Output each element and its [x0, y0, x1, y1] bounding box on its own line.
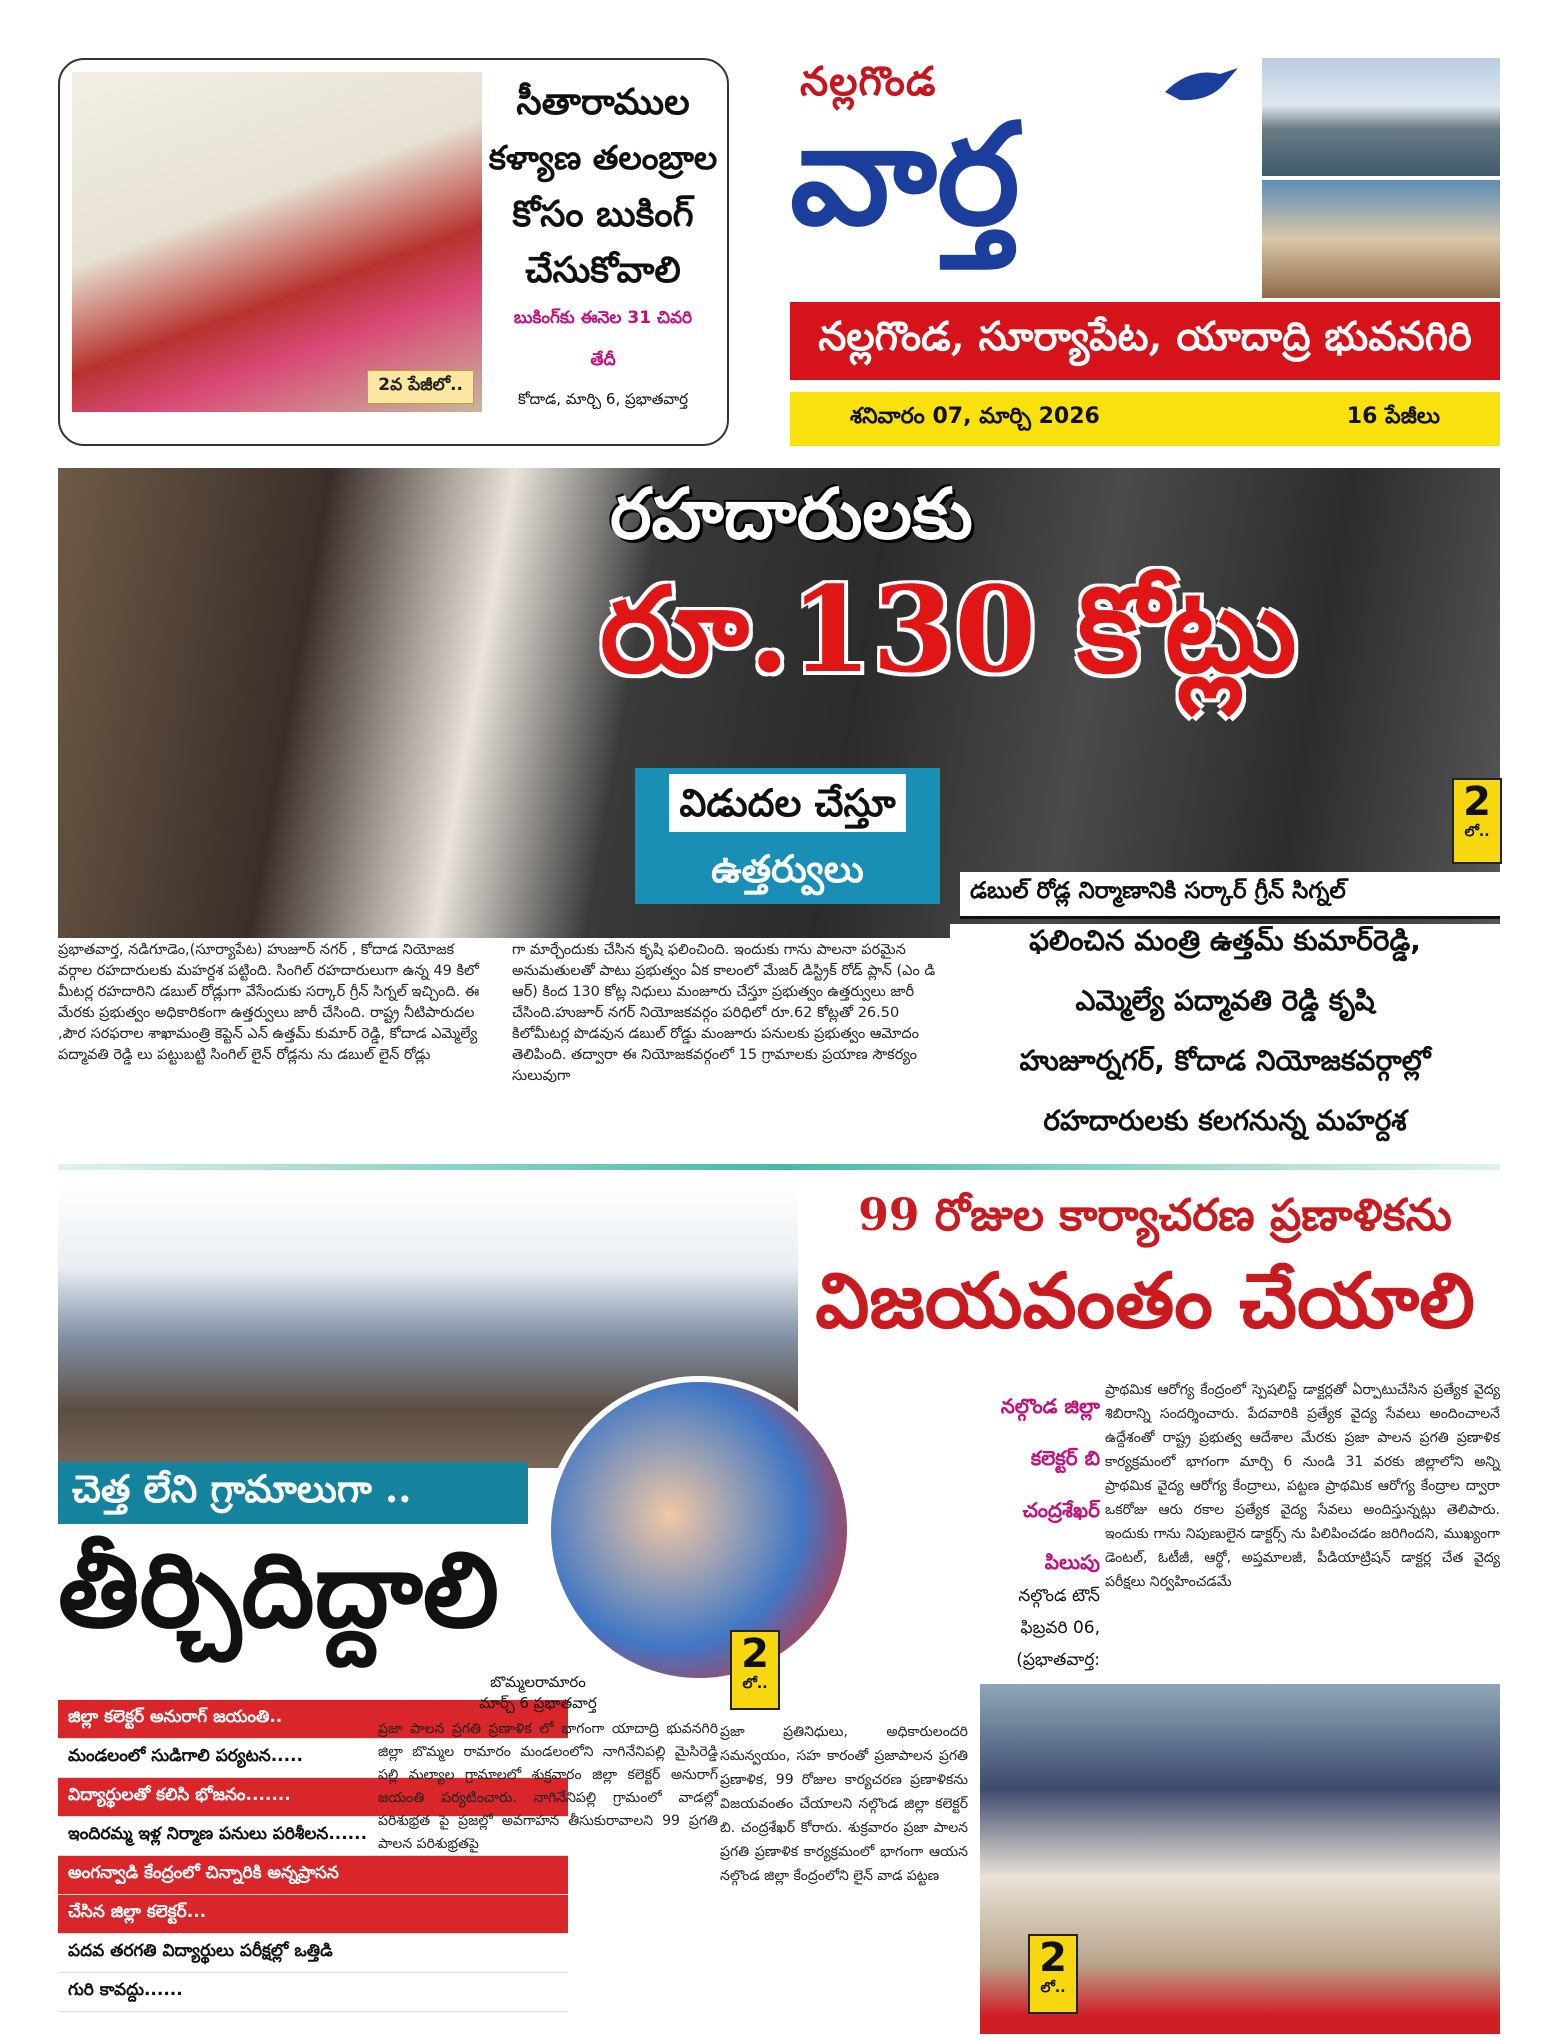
collector-headline-main: విజయవంతం చేయాలి: [815, 1256, 1475, 1345]
badge-number: 2: [1463, 779, 1491, 825]
dateline-line: ఫిబ్రవరి 06,: [1020, 1618, 1100, 1638]
collector-call-out: [940, 1380, 1100, 1588]
lead-amount: రూ.130 కోట్లు: [600, 560, 1297, 699]
promo-headline-line: కోసం బుకింగ్: [512, 193, 694, 235]
promo-text: [488, 74, 718, 412]
date-bar: [790, 392, 1500, 446]
dam-photo: [1262, 58, 1500, 176]
promo-subline: తేదీ: [590, 350, 616, 370]
promo-headline-line: కళ్యాణ తలంబ్రాల: [488, 138, 718, 177]
badge-label: లో..: [742, 1676, 768, 1692]
bullet-item: విద్యార్థులతో కలిసి భోజనం.......: [58, 1778, 568, 1817]
page2-badge[interactable]: [730, 1630, 780, 1710]
bullet-item: ఇందిరమ్మ ఇళ్ల నిర్మాణ పనులు పరిశీలన......: [58, 1817, 568, 1856]
bomm-body: ప్రజా పాలన ప్రగతి ప్రణాళిక లో భాగంగా యాదాద్రి భువనగిరి జిల్లా బొమ్మల రామారం మండలంలోని నాగినేనిపల్లి మైసిరెడ్డి పల్లి మల్యాల గ్రామాలలో శుక్రవారం జిల్లా కలెక్టర్ అనురాగ్ జయంతి పర్యటించారు. నాగినేనిపల్లి గ్రామంలో వాడల్లో పరిశుభ్రత పై ప్రజల్లో అవగాహన తీసుకురావాలని 99 ప్రగతి పాలన పరిశుభ్రతపై: [378, 1721, 718, 1852]
lead-subheadline: డబుల్ రోడ్ల నిర్మాణానికి సర్కార్ గ్రీన్ సిగ్నల్: [960, 872, 1500, 919]
lead-body-paragraph: ప్రభాతవార్త, నడిగూడెం,(సూర్యాపేట) హుజూర్ నగర్ , కోదాడ నియోజక వర్గాల రహదారులకు మహర్దశ పట్టింది. సింగిల్ రహదారులుగా ఉన్న 49 కిలో మీటర్ల రహదారిని డబుల్ రోడ్లుగా వేసేందుకు సర్కార్ గ్రీన్ సిగ్నల్ ఇచ్చింది. ఈ మేరకు ప్రభుత్వం అధికారికంగా ఉత్తర్వులు జారీ చేసింది. రాష్ట్ర నీటిపారుదల ,పౌర సరఫరాల శాఖామంత్రి కెప్టెన్ ఎన్ ఉత్తమ్ కుమార్ రెడ్డి, కోదాడ ఎమ్మెల్యే పద్మావతి రెడ్డి లు పట్టుబట్టి సింగిల్ లైన్ రోడ్లను ను డబుల్ లైన్ రోడ్లు: [58, 942, 480, 1063]
district-bar: నల్లగొండ, సూర్యాపేట, యాదాద్రి భువనగిరి: [790, 302, 1500, 380]
page-count: 16 పేజీలు: [1346, 404, 1440, 429]
bomm-date: మార్చ్ 6 ప్రభాతవార్త: [479, 1694, 597, 1712]
badge-label: లో..: [1040, 1980, 1066, 1996]
collector-body: ప్రాథమిక ఆరోగ్య కేంద్రంలో స్పెషలిస్ట్ డాక్టర్లతో ఏర్పాటుచేసిన ప్రత్యేక వైద్య శిబిరాన్ని సందర్శించారు. పేదవారికి ప్రత్యేక వైద్య సేవలు అందించాలనే ఉద్దేశంతో రాష్ట్ర ప్రభుత్వ ఆదేశాల మేరకు ప్రజా పాలన ప్రగతి ప్రణాళిక కార్యక్రమంలో భాగంగా మార్చి 6 నుండి 31 వరకు జిల్లాలోని అన్ని ప్రాథమిక వైద్య ఆరోగ్య కేంద్రాలు, పట్టణ ప్రాథమిక ఆరోగ్య కేంద్రాల ద్వారా ఒకరోజు ఆరు రకాల ప్రత్యేక వైద్య సేవలు అందిస్తున్నట్లు తెలిపారు. ఇందుకు గాను నిపుణులైన డాక్టర్స్ ను పిలిపించడం జరిగిందని, ముఖ్యంగా డెంటల్, ఓటీజీ, ఆర్థో, అప్తమాలజీ, పీడియాట్రిషన్ డాక్టర్ల చేత వైద్య పరీక్షలు నిర్వహించడమే: [1105, 1382, 1500, 1590]
page2-badge[interactable]: [1028, 1934, 1078, 2014]
dateline-line: (ప్రభాతవార్త:: [1016, 1650, 1100, 1670]
clean-village-label: చెత్త లేని గ్రామాలుగా ..: [58, 1462, 528, 1524]
bullet-item: చేసిన జిల్లా కలెక్టర్...: [58, 1895, 568, 1934]
promo-dateline: కోదాడ, మార్చి 6, ప్రభాతవార్త: [517, 390, 689, 408]
bullet-item: గురి కావద్దు......: [58, 1973, 568, 2012]
anganwadi-photo: [545, 1376, 853, 1684]
lead-body-paragraph: గా మార్చేందుకు చేసిన కృషి ఫలించింది. ఇందుకు గాను పాలనా పరమైన అనుమతులతో పాటు ప్రభుత్వం ఏక కాలంలో మేజర్ డిస్ట్రిక్ రోడ్ ప్లాన్ (ఎం డి ఆర్) కింద 130 కోట్ల నిధులు మంజూరు చేస్తూ ప్రభుత్వం ఉత్తర్వులు జారీ చేసింది.హుజూర్ నగర్ నియోజకవర్గం పరిధిలో రూ.62 కోట్లతో 26.50 కిలోమీటర్ల పొడవున డబుల్ రోడ్డు మంజూరు పనులకు ప్రభుత్వం ఆమోదం తెలిపింది. తద్వారా ఈ నియోజకవర్గంలో 15 గ్రామాలకు ప్రయాణ సౌకర్యం సులువుగా: [512, 942, 936, 1084]
collector-headline: 99 రోజుల కార్యాచరణ ప్రణాళికను: [858, 1190, 1452, 1241]
badge-number: 2: [741, 1631, 769, 1677]
collector-body-2: ప్రజా ప్రతినిధులు, అధికారులందరి సమన్వయం, సహ కారంతో ప్రజాపాలన ప్రగతి ప్రణాళిక, 99 రోజుల కార్యచరణ ప్రణాళికను విజయవంతం చేయాలని నల్గొండ జిల్లా కలెక్టర్ బి. చంద్రశేఖర్ కోరారు. శుక్రవారం ప్రజా పాలన ప్రగతి ప్రణాళిక కార్యక్రమంలో భాగంగా ఆయన నల్గొండ జిల్లా కేంద్రంలోని లైన్ వాడ పట్టణ: [720, 1724, 968, 1884]
section-divider: [58, 1164, 1500, 1170]
page2-badge[interactable]: [1452, 778, 1502, 864]
clean-village-headline: తీర్చిదిద్దాలి: [58, 1528, 499, 1651]
bullet-item: పదవ తరగతి విద్యార్థులు పరీక్షల్లో ఒత్తిడి: [58, 1934, 568, 1973]
call-out-line: నల్గొండ జిల్లా: [1000, 1394, 1100, 1418]
dateline-line: నల్గొండ టౌన్: [1018, 1586, 1100, 1606]
promo-photo: [72, 72, 482, 412]
dove-icon: [1160, 62, 1240, 108]
lead-highlight: హుజూర్నగర్, కోదాడ నియోజకవర్గాల్లో: [950, 1044, 1500, 1084]
lead-box-line: ఉత్తర్వులు: [711, 846, 864, 891]
lead-highlight: ఫలించిన మంత్రి ఉత్తమ్ కుమార్‌రెడ్డి,: [950, 924, 1500, 964]
promo-page-tag: 2వ పేజీలో..: [367, 370, 474, 404]
lead-highlight: రహదారులకు కలగనున్న మహర్దశ: [950, 1104, 1500, 1144]
bomm-place: బొమ్మలరామారం: [490, 1673, 586, 1691]
call-out-line: పిలుపు: [1044, 1550, 1100, 1574]
bullet-item: అంగన్వాడి కేంద్రంలో చిన్నారికి అన్నప్రాసన: [58, 1856, 568, 1895]
bullet-item: మండలంలో సుడిగాలి పర్యటన.....: [58, 1739, 568, 1778]
lead-body: [58, 940, 938, 1130]
promo-subline: బుకింగ్‌కు ఈనెల 31 చివరి: [513, 308, 693, 328]
call-out-line: చంద్రశేఖర్: [1022, 1498, 1100, 1522]
nalgonda-dateline: [940, 1580, 1100, 1676]
lead-highlight: ఎమ్మెల్యే పద్మావతి రెడ్డి కృషి: [990, 984, 1460, 1024]
badge-label: లో..: [1464, 824, 1490, 840]
lead-title: రహదారులకు: [610, 472, 973, 555]
lead-box: [635, 768, 940, 904]
promo-headline-line: సీతారాముల: [516, 81, 690, 123]
call-out-line: కలెక్టర్ బి: [1030, 1446, 1100, 1470]
temple-photo: [1262, 180, 1500, 298]
bullet-item: జిల్లా కలెక్టర్ అనురాగ్ జయంతి..: [58, 1700, 568, 1739]
promo-headline-line: చేసుకోవాలి: [525, 249, 681, 291]
masthead-title: వార్త: [790, 93, 1020, 257]
masthead-district: నల్లగొండ: [800, 58, 937, 105]
bomm-dateline: [378, 1672, 698, 1714]
badge-number: 2: [1039, 1935, 1067, 1981]
issue-date: శనివారం 07, మార్చి 2026: [850, 404, 1100, 429]
lead-box-line: విడుదల చేస్తూ: [669, 774, 905, 832]
